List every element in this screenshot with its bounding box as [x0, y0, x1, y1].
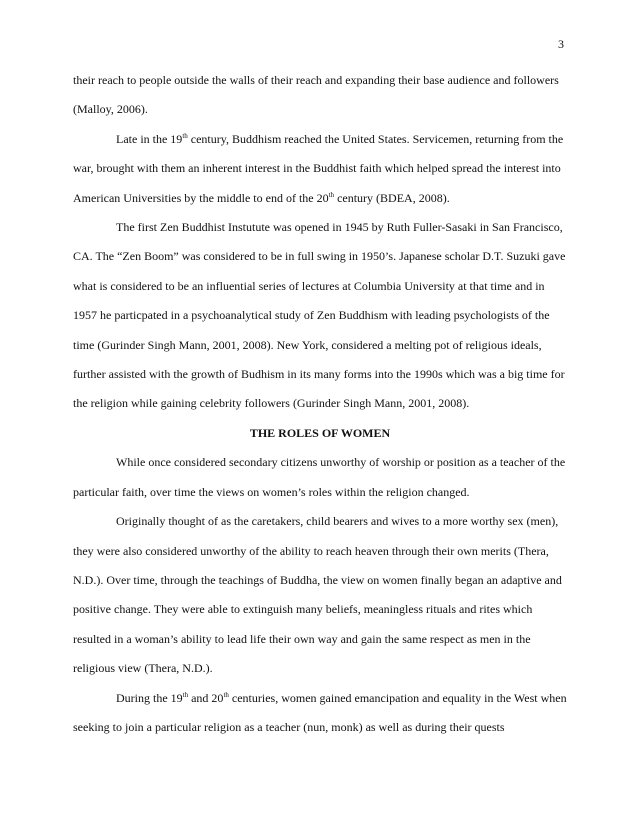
- text-run: century, Buddhism reached the United States. Servicemen, returning from the war, brought with them an inherent interest in the Buddhist faith which helped spread the interest into American Universities by the middle to end of the 20: [73, 131, 564, 205]
- superscript-th: th: [182, 690, 189, 699]
- text-run: century (BDEA, 2008).: [334, 190, 450, 205]
- paragraph-emancipation: [73, 684, 567, 743]
- text-run: During the 19: [116, 690, 183, 705]
- section-heading: THE ROLES OF WOMEN: [249, 425, 391, 440]
- body-text: [73, 66, 567, 742]
- paragraph-zen-institute: The first Zen Buddhist Instutute was opened in 1945 by Ruth Fuller-Sasaki in San Francisco, CA. The “Zen Boom” was considered to be in full swing in 1950’s. Japanese scholar D.T. Suzuki gave what is considered to be an influential series of lectures at Columbia University at that time and in 1957 he particpated in a psychoanalytical study of Zen Buddhism with leading psychologists of the time (Gurinder Singh Mann, 2001, 2008). New York, considered a melting pot of religious ideals, further assisted with the growth of Budhism in its many forms into the 1990s which was a big time for the religion while gaining celebrity followers (Gurinder Singh Mann, 2001, 2008).: [73, 220, 566, 411]
- text-run: centuries, women gained emancipation and equality in the West when seeking to join a particular religion as a teacher (nun, monk) as well as during their quests: [73, 690, 567, 734]
- text-run: Late in the 19: [116, 131, 183, 146]
- paragraph-19th-century: [73, 125, 567, 213]
- text-run: and 20: [188, 690, 224, 705]
- superscript-th: th: [223, 690, 229, 699]
- superscript-th: th: [182, 131, 188, 140]
- superscript-th: th: [328, 190, 335, 199]
- paragraph-continuation: their reach to people outside the walls of their reach and expanding their base audience and followers (Malloy, 2006).: [73, 73, 559, 117]
- page-number: 3: [558, 37, 564, 51]
- paragraph-secondary-citizens: While once considered secondary citizens unworthy of worship or position as a teacher of the particular faith, over time the views on women’s roles within the religion changed.: [73, 455, 566, 499]
- paragraph-caretakers: Originally thought of as the caretakers, child bearers and wives to a more worthy sex (men), they were also considered unworthy of the ability to reach heaven through their own merits (Thera, N.D.). Over time, through the teachings of Buddha, the view on women finally began an adaptive and positive change. They were able to extinguish many beliefs, meaningless rituals and rites which resulted in a woman’s ability to lead life their own way and gain the same respect as men in the religious view (Thera, N.D.).: [73, 514, 562, 676]
